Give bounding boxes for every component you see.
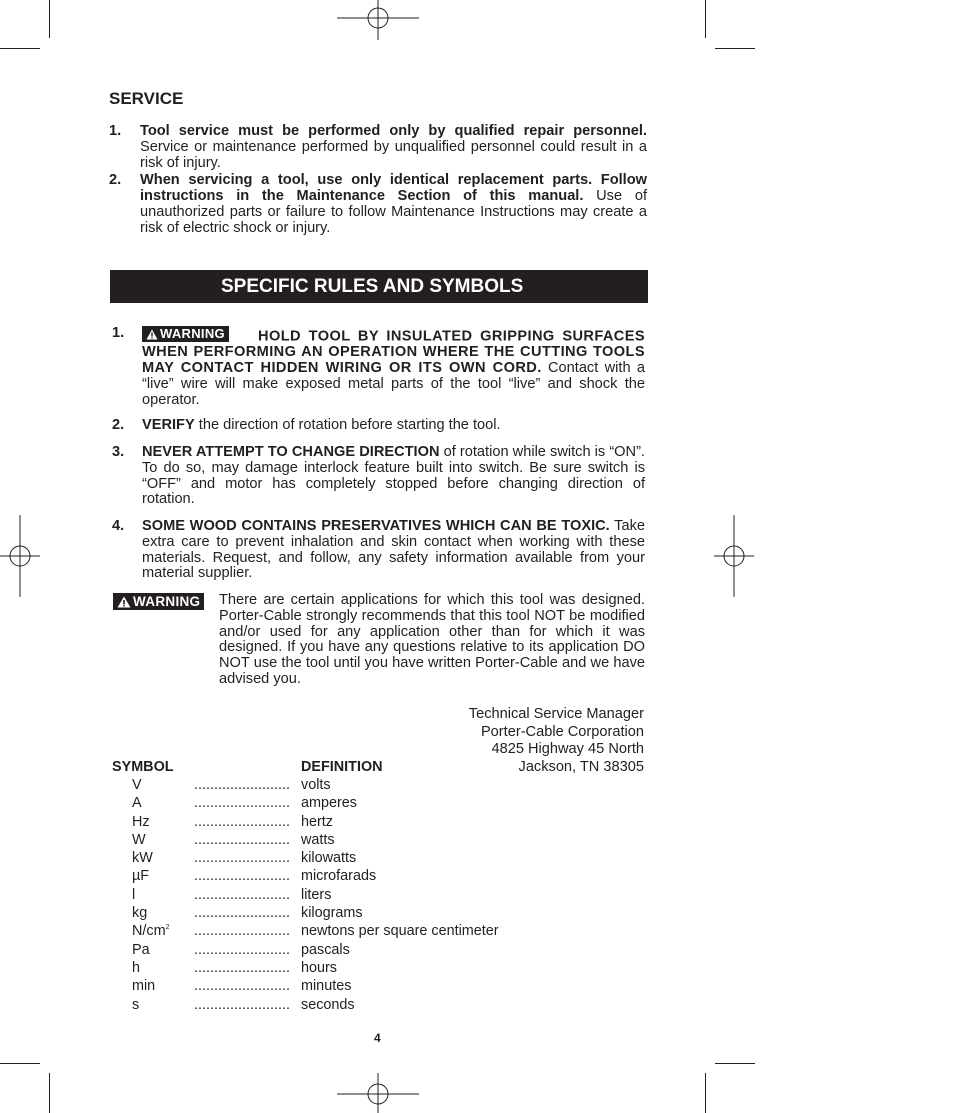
crop-mark — [705, 1073, 706, 1113]
warning-note — [113, 593, 645, 688]
item-bold-text: Tool service must be performed only by qualified repair personnel. — [140, 123, 647, 139]
page-number: 4 — [374, 1031, 381, 1045]
symbol-cell — [132, 832, 146, 848]
definition-column-header: DEFINITION — [301, 759, 383, 775]
item-number: 3. — [112, 444, 125, 460]
address-line: 4825 Highway 45 North — [491, 741, 644, 757]
symbol-superscript: 2 — [165, 924, 170, 932]
item-text: Use of unauthorized parts or failure to follow Maintenance Instructions may create a risk of electric shock or injury. — [140, 188, 647, 236]
item-bold-text: When servicing a tool, use only identical replacement parts. Follow instructions in the Maintenance Section of this manual. — [140, 172, 647, 204]
item-number: 1. — [112, 325, 125, 341]
symbol-cell — [132, 795, 142, 811]
item-number: 4. — [112, 518, 125, 534]
symbol-text: kg — [132, 905, 148, 922]
symbol-cell — [132, 978, 155, 994]
symbol-text: min — [132, 978, 156, 995]
address-line: Jackson, TN 38305 — [518, 758, 644, 775]
crop-mark — [49, 1073, 50, 1113]
symbol-text: s — [132, 996, 140, 1013]
item-number: 2. — [112, 417, 125, 433]
dot-leader: ........................ — [194, 868, 290, 885]
symbol-text: V — [132, 777, 142, 793]
symbol-text: W — [132, 831, 146, 848]
item-number: 1. — [109, 123, 122, 139]
item-bold-text: VERIFY — [142, 417, 195, 433]
item-body — [140, 123, 647, 171]
dot-leader: ........................ — [194, 996, 290, 1013]
registration-mark — [714, 515, 754, 597]
symbol-cell — [132, 942, 150, 958]
item-body — [142, 326, 645, 408]
definition-cell: kilograms — [301, 905, 363, 922]
crop-mark — [0, 1063, 40, 1064]
rule-item — [112, 326, 645, 408]
symbol-text: kW — [132, 850, 153, 867]
symbol-cell — [132, 814, 150, 830]
symbol-cell — [132, 868, 149, 884]
symbol-text: A — [132, 795, 142, 812]
address-block — [469, 706, 644, 776]
item-number: 2. — [109, 172, 122, 188]
registration-mark — [337, 0, 419, 40]
definition-cell: pascals — [301, 941, 350, 958]
definition-cell: microfarads — [301, 868, 377, 885]
dot-leader: ........................ — [194, 777, 290, 793]
symbol-cell — [132, 923, 169, 939]
definition-cell: newtons per square centimeter — [301, 923, 499, 940]
dot-leader: ........................ — [194, 923, 290, 940]
warning-badge — [113, 593, 204, 610]
definition-cell: minutes — [301, 978, 352, 995]
symbol-cell — [132, 850, 153, 866]
item-bold-text: SOME WOOD CONTAINS PRESERVATIVES WHICH CAN BE TOXIC. — [142, 518, 610, 534]
symbol-text: Pa — [132, 941, 150, 958]
dot-leader: ........................ — [194, 795, 290, 812]
address-line: Porter-Cable Corporation — [480, 723, 644, 740]
dot-leader: ........................ — [194, 831, 290, 848]
dot-leader: ........................ — [194, 813, 290, 830]
registration-mark — [337, 1073, 419, 1113]
dot-leader: ........................ — [194, 850, 290, 867]
dot-leader: ........................ — [194, 905, 290, 922]
symbol-cell — [132, 887, 135, 903]
warning-label: WARNING — [160, 326, 225, 342]
warning-label: WARNING — [133, 593, 201, 609]
definition-cell: seconds — [301, 996, 355, 1013]
rule-item — [112, 445, 645, 508]
symbol-text: h — [132, 959, 141, 976]
item-bold-text: HOLD TOOL BY INSULATED GRIPPING SURFACES WHEN PERFORMING AN OPERATION WHERE THE CUTTING TOOLS MAY CONTACT HIDDEN WIRING OR ITS OWN CORD. — [142, 328, 645, 377]
item-text: Service or maintenance performed by unqualified personnel could result in a risk of injury. — [140, 139, 647, 171]
definition-cell: kilowatts — [301, 850, 357, 867]
item-text: Take extra care to prevent inhalation and skin contact when working with these materials. Request, and follow, any safety information available from your material supplier. — [142, 518, 645, 582]
warning-badge — [142, 326, 229, 342]
warning-triangle-icon — [146, 329, 158, 340]
dot-leader: ........................ — [194, 941, 290, 958]
symbol-text: l — [132, 886, 136, 903]
symbol-text: N/cm — [132, 923, 166, 940]
symbol-cell — [132, 905, 147, 921]
address-line: Technical Service Manager — [468, 706, 644, 722]
service-item — [109, 123, 647, 171]
definition-cell: amperes — [301, 795, 357, 812]
dot-leader: ........................ — [194, 886, 290, 903]
warning-triangle-icon — [117, 596, 131, 608]
definition-cell: volts — [301, 777, 331, 793]
definition-cell: watts — [301, 831, 335, 848]
crop-mark — [705, 0, 706, 38]
symbol-cell — [132, 960, 140, 976]
service-item — [109, 172, 647, 236]
crop-mark — [715, 1063, 755, 1064]
item-body — [140, 172, 647, 236]
item-text: the direction of rotation before starting the tool. — [194, 417, 501, 433]
definition-cell: hertz — [301, 813, 333, 830]
definition-cell: hours — [301, 959, 337, 976]
crop-mark — [49, 0, 50, 38]
registration-mark — [0, 515, 40, 597]
symbol-text: Hz — [132, 813, 150, 830]
item-body — [142, 445, 645, 508]
symbol-cell — [132, 777, 142, 793]
banner-title: SPECIFIC RULES AND SYMBOLS — [221, 275, 524, 297]
rule-item — [112, 519, 645, 582]
definition-cell: liters — [301, 886, 332, 903]
symbol-text: µF — [132, 868, 150, 885]
item-body — [142, 519, 645, 582]
crop-mark — [715, 48, 755, 49]
item-bold-text: NEVER ATTEMPT TO CHANGE DIRECTION — [142, 444, 440, 460]
symbol-column-header: SYMBOL — [112, 759, 174, 775]
item-text: of rotation while switch is “ON”. To do so, may damage interlock feature built into switch. Be sure switch is “OFF” and motor has completely stopped before changing direction of rotation. — [142, 444, 645, 508]
dot-leader: ........................ — [194, 959, 290, 976]
item-body — [142, 418, 645, 434]
warning-badge-wrap — [113, 593, 204, 613]
dot-leader: ........................ — [194, 978, 290, 995]
symbol-cell — [132, 997, 139, 1013]
item-text: Contact with a “live” wire will make exposed metal parts of the tool “live” and shock the operator. — [142, 360, 645, 408]
service-heading: SERVICE — [109, 89, 184, 108]
rule-item — [112, 418, 645, 434]
warning-text: There are certain applications for which this tool was designed. Porter-Cable strongly recommends that this tool NOT be modified and/or used for any application other than for which it was designed. If you have any questions relative to its application DO NOT use the tool until you have written Porter-Cable and we have advised you. — [219, 592, 645, 687]
section-banner — [110, 270, 648, 303]
crop-mark — [0, 48, 40, 49]
